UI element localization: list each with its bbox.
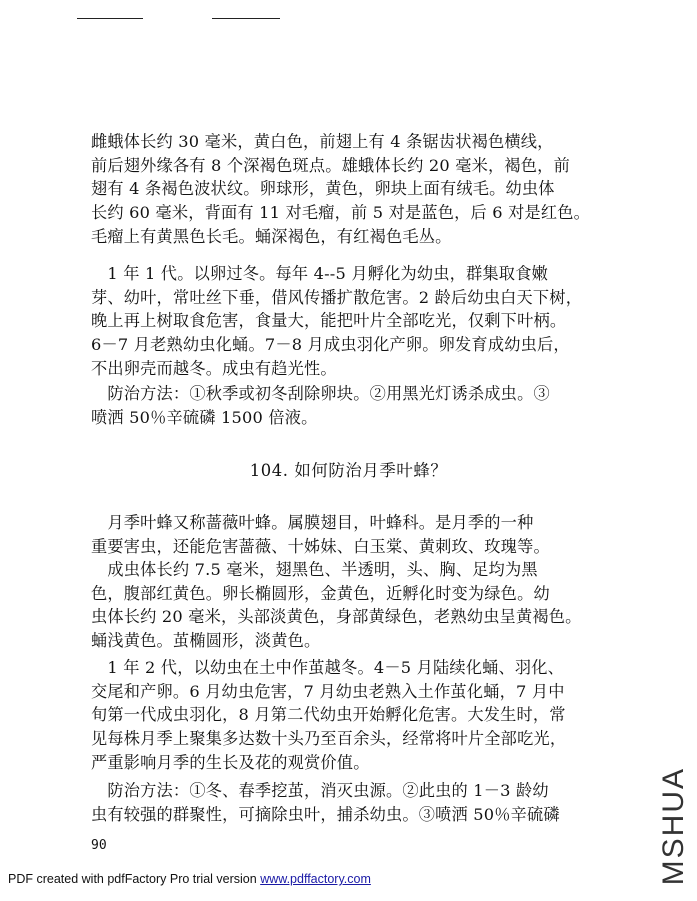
text-line: 虫有较强的群聚性，可摘除虫叶，捕杀幼虫。③喷洒 50％辛硫磷 [91, 804, 560, 824]
text-line: 防治方法：①冬、春季挖茧，消灭虫源。②此虫的 1－3 龄幼 [91, 781, 549, 800]
paragraph-sawfly-control [91, 779, 611, 826]
text-line: 成虫体长约 7.5 毫米，翅黑色、半透明，头、胸、足均为黑 [91, 560, 538, 579]
text-line: 重要害虫，还能危害蔷薇、十姊妹、白玉棠、黄刺玫、玫瑰等。 [91, 536, 550, 556]
paragraph-life-cycle [91, 262, 611, 381]
text-line: 雌蛾体长约 30 毫米，黄白色，前翅上有 4 条锯齿状褐色横线， [91, 132, 554, 151]
text-line: 月季叶蜂又称蔷薇叶蜂。属膜翅目，叶蜂科。是月季的一种 [91, 513, 534, 532]
text-line: 虫体长约 20 毫米，头部淡黄色，身部黄绿色，老熟幼虫呈黄褐色。 [91, 607, 582, 627]
text-line: 色，腹部红黄色。卵长椭圆形，金黄色，近孵化时变为绿色。幼 [91, 583, 550, 603]
footer-link[interactable]: www.pdffactory.com [260, 872, 371, 886]
text-line: 蛹浅黄色。茧椭圆形，淡黄色。 [91, 631, 321, 651]
text-line: 喷洒 50％辛硫磷 1500 倍液。 [91, 407, 318, 427]
section-heading: 104. 如何防治月季叶蜂？ [249, 461, 448, 480]
paragraph-moth-description [91, 130, 611, 249]
text-line: 翅有 4 条褐色波状纹。卵球形，黄色，卵块上面有绒毛。幼虫体 [91, 179, 555, 199]
text-line: 长约 60 毫米，背面有 11 对毛瘤，前 5 对是蓝色，后 6 对是红色。 [91, 203, 591, 223]
header-rule-left [77, 18, 143, 19]
text-line: 6－7 月老熟幼虫化蛹。7－8 月成虫羽化产卵。卵发育成幼虫后， [91, 335, 570, 355]
text-line: 交尾和产卵。6 月幼虫危害，7 月幼虫老熟入土作茧化蛹，7 月中 [91, 681, 565, 701]
text-line: 严重影响月季的生长及花的观赏价值。 [91, 752, 370, 772]
watermark: MSHUA [657, 766, 690, 885]
text-line: 1 年 1 代。以卵过冬。每年 4--5 月孵化为幼虫，群集取食嫩 [91, 264, 548, 283]
text-line: 见每株月季上聚集多达数十头乃至百余头，经常将叶片全部吃光， [91, 729, 567, 749]
paragraph-sawfly-life-cycle [91, 656, 611, 775]
text-line: 旬第一代成虫羽化，8 月第二代幼虫开始孵化危害。大发生时，常 [91, 705, 566, 725]
text-line: 防治方法：①秋季或初冬刮除卵块。②用黑光灯诱杀成虫。③ [91, 384, 550, 403]
text-line: 前后翅外缘各有 8 个深褐色斑点。雄蛾体长约 20 毫米，褐色，前 [91, 155, 570, 175]
text-line: 晚上再上树取食危害，食量大，能把叶片全部吃光，仅剩下叶柄。 [91, 311, 567, 331]
page-number: 90 [91, 838, 107, 853]
text-line: 不出卵壳而越冬。成虫有趋光性。 [91, 358, 337, 378]
paragraph-rose-sawfly-intro [91, 511, 611, 558]
footer-text: PDF created with pdfFactory Pro trial version [8, 872, 261, 886]
header-rule-right [212, 18, 280, 19]
text-line: 芽、幼叶，常吐丝下垂，借风传播扩散危害。2 龄后幼虫白天下树， [91, 287, 583, 307]
pdf-footer [8, 872, 371, 886]
paragraph-control-methods [91, 382, 611, 429]
paragraph-sawfly-morphology [91, 558, 611, 653]
text-line: 毛瘤上有黄黑色长毛。蛹深褐色，有红褐色毛丛。 [91, 226, 452, 246]
text-line: 1 年 2 代，以幼虫在土中作茧越冬。4－5 月陆续化蛹、羽化、 [91, 658, 565, 677]
